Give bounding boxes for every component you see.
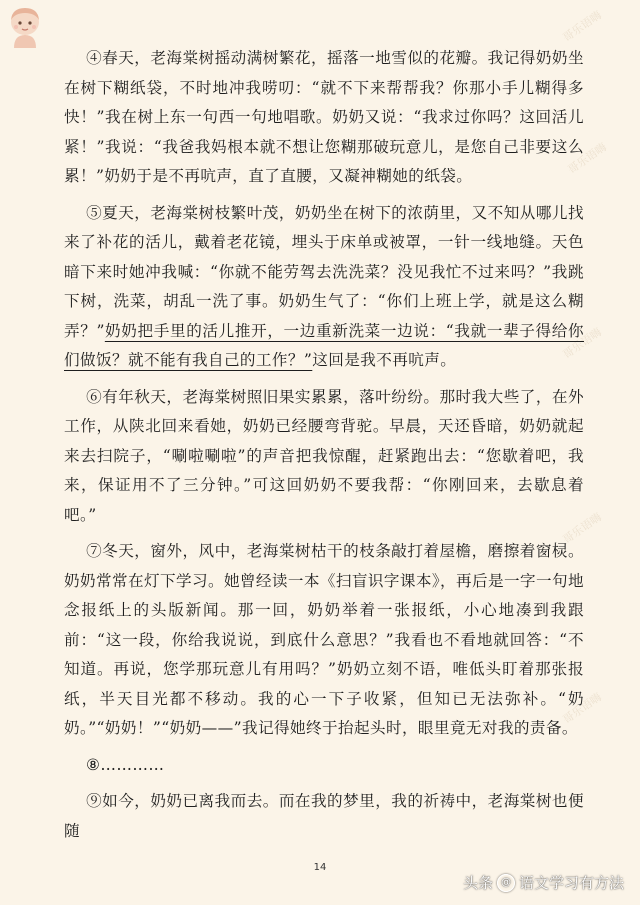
paragraph-5: ⑤夏天，老海棠树枝繁叶茂，奶奶坐在树下的浓荫里，又不知从哪儿找来了补花的活儿，戴着老花镜，埋头于床单或被罩，一针一线地缝。天色暗下来时她冲我喊：“你就不能劳驾去洗洗菜？没见我忙不过来吗？”我跳下树，洗菜，胡乱一洗了事。奶奶生气了：“你们上班上学，就是这么糊弄？”奶奶把手里的活儿推开，一边重新洗菜一边说：“我就一辈子得给你们做饭？就不能有我自己的工作？”这回是我不再吭声。	[64, 203, 584, 369]
paragraph-7: ⑦冬天，窗外，风中，老海棠树枯干的枝条敲打着屋檐，磨擦着窗棂。奶奶常常在灯下学习。她曾经读一本《扫盲识字课本》，再后是一字一句地念报纸上的头版新闻。那一回，奶奶举着一张报纸，小心地凑到我跟前：“这一段，你给我说说，到底什么意思？”我看也不看地就回答：“不知道。再说，您学那玩意儿有用吗？”奶奶立刻不语，唯低头盯着那张报纸，半天目光都不移动。我的心一下子收紧，但知已无法弥补。“奶奶。”“奶奶！”“奶奶——”我记得她终于抬起头时，眼里竟无对我的责备。	[64, 542, 584, 737]
source-watermark	[463, 872, 624, 893]
paragraph-9: ⑨如今，奶奶已离我而去。而在我的梦里，我的祈祷中，老海棠树也便随	[64, 792, 584, 840]
watermark-prefix: 头条	[462, 874, 493, 892]
background-stamp: 哥乐语嗨	[560, 8, 605, 45]
background-stamp: 哥乐语嗨	[565, 140, 610, 177]
background-stamp: 哥乐语嗨	[560, 510, 605, 547]
at-icon: @	[497, 874, 515, 892]
paragraph-6: ⑥有年秋天，老海棠树照旧果实累累，落叶纷纷。那时我大些了，在外工作，从陕北回来看她，奶奶已经腰弯背驼。早晨，天还昏暗，奶奶就起来去扫院子，“唰啦唰啦”的声音把我惊醒，赶紧跑出去：“您歇着吧，我来，保证用不了三分钟。”可这回奶奶不要我帮：“你刚回来，去歇息着吧。”	[64, 387, 584, 524]
article-body	[64, 44, 584, 853]
paragraph-4: ④春天，老海棠树摇动满树繁花，摇落一地雪似的花瓣。我记得奶奶坐在树下糊纸袋，不时地冲我唠叨：“就不下来帮帮我？你那小手儿糊得多快！”我在树上东一句西一句地唱歌。奶奶又说：“我求过你吗？这回活儿紧！”我说：“我爸我妈根本就不想让您糊那破玩意儿，是您自己非要这么累！”奶奶于是不再吭声，直了直腰，又凝神糊她的纸袋。	[64, 49, 584, 185]
watermark-account: 语文学习有方法	[518, 874, 624, 892]
underlined-sentence: 奶奶把手里的活儿推开，一边重新洗菜一边说：“我就一辈子得给你们做饭？就不能有我自己的工作？”	[64, 321, 584, 369]
page-number: 14	[313, 862, 327, 873]
cartoon-avatar-icon	[2, 4, 48, 50]
background-stamp: 哥乐语嗨	[560, 325, 605, 362]
paragraph-8: ⑧…………	[86, 755, 165, 774]
background-stamp: 哥乐语嗨	[560, 690, 605, 727]
